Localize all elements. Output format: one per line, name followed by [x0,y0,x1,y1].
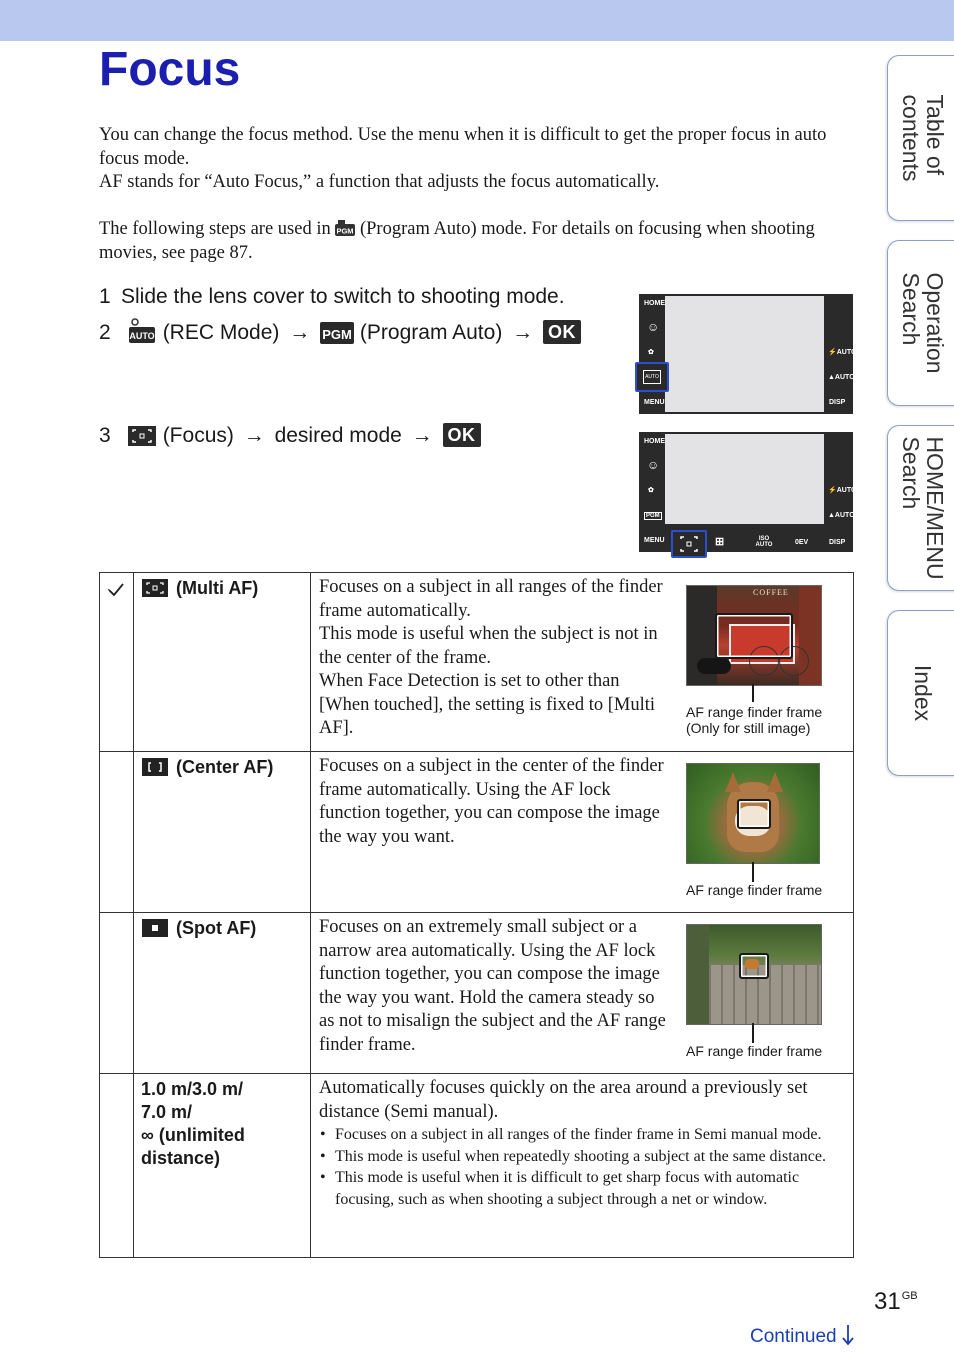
caption-leader-line [752,862,754,882]
af-range-finder-frame [739,953,769,979]
intro-paragraph-1: You can change the focus method. Use the menu when it is difficult to get the proper focus in auto focus mode. [99,125,827,169]
redeye-auto-icon: ▲AUTO [828,374,855,381]
spot-af-desc: Focuses on an extremely small subject or a narrow area automatically. Using the AF lock function together, you can compose the image the way you want. Hold the camera steady so as not to misalign the subject and the AF range finder frame. [319,917,666,1055]
semi-manual-desc: Automatically focuses quickly on the area around a previously set distance (Semi manual). [319,1078,808,1122]
multi-af-sample-photo [686,585,822,686]
disp-label: DISP [829,539,846,546]
menu-label: MENU [644,537,665,544]
spot-af-icon [142,919,168,937]
step-1-text: Slide the lens cover to switch to shooting mode. [121,285,565,308]
intro-note-start: The following steps are used in [99,219,336,239]
tab-operation-search[interactable]: Operation Search [887,240,954,406]
mode-name-cell [134,1074,311,1258]
list-item: • This mode is useful when repeatedly shooting a subject at the same distance. [319,1146,845,1168]
down-arrow-icon [842,1324,854,1346]
multi-af-desc-3: When Face Detection is set to other than [When touched], the setting is fixed to [Multi AF]. [319,671,656,738]
table-row [100,752,854,913]
intro-program-note [99,218,851,265]
semi-manual-label-line-2: 7.0 m/ [141,1102,193,1122]
arrow-icon: → [512,321,534,344]
svg-text:PGM: PGM [336,226,354,236]
focus-modes-table [99,572,854,1258]
multi-af-icon [142,579,168,597]
semi-manual-label-line-4: distance) [141,1148,221,1168]
table-row [100,1074,854,1258]
step-2: 2 AUTO (REC Mode) → PGM (Program Auto) → OK [99,318,581,351]
list-item: • Focuses on a subject in all ranges of the finder frame in Semi manual mode. [319,1124,845,1146]
svg-text:PGM: PGM [322,327,352,342]
mode-description-cell [311,1074,854,1258]
focus-icon [127,423,157,454]
caption-leader-line [752,1023,754,1043]
ev-label: 0EV [795,539,809,546]
coffee-sign-text: COFFEE [753,588,789,597]
smile-off-icon: ✿ [648,487,654,494]
tab-home-menu-search[interactable]: HOME/MENU Search [887,425,954,591]
focus-label: (Focus) [162,424,234,447]
rec-mode-icon [127,318,157,351]
camera-viewfinder [665,434,824,524]
multi-af-desc-1: Focuses on a subject in all ranges of the finder frame automatically. [319,577,663,621]
mode-name-cell [134,752,311,913]
camera-viewfinder [665,296,824,412]
multi-af-label: (Multi AF) [176,578,259,598]
mode-name-cell [134,573,311,752]
program-auto-icon [335,220,355,236]
face-icon: ☺ [647,320,660,334]
rec-mode-label: (REC Mode) [162,321,280,344]
svg-text:AUTO: AUTO [129,331,155,341]
tab-table-of-contents[interactable]: Table of contents [887,55,954,221]
arrow-icon: → [243,424,265,447]
spot-af-label: (Spot AF) [176,918,257,938]
disp-label: DISP [829,399,846,406]
home-label: HOME [644,438,665,445]
page-number: $31^{GB}$ [874,1288,918,1315]
step-3: 3 (Focus) → desired mode → OK [99,423,481,454]
focus-mode-highlight [671,530,707,558]
spot-af-sample-photo [686,924,822,1025]
rec-auto-icon: AUTO [643,370,661,384]
semi-manual-label-line-3: ∞ (unlimited [141,1125,245,1145]
center-af-caption: AF range finder frame [686,882,823,898]
flash-auto-icon: ⚡AUTO [828,349,857,356]
mode-description-cell [311,913,854,1074]
list-item: • This mode is useful when it is difficult to get sharp focus with automatic focusing, such as when shooting a subject through a net or window. [319,1167,845,1210]
home-label: HOME [644,300,665,307]
rec-mode-highlight [635,362,669,392]
camera-screen-rec-mode [639,294,857,414]
flash-auto-icon: ⚡AUTO [828,487,857,494]
continued-link[interactable]: Continued [750,1324,854,1348]
default-mark-cell [100,573,134,752]
tab-index[interactable]: Index [887,610,954,776]
center-af-icon [142,758,168,776]
ok-button-icon: OK [543,320,581,344]
multi-af-icon [673,532,705,556]
page-title: Focus [99,43,241,96]
spot-af-caption: AF range finder frame [686,1043,823,1059]
multi-af-desc-2: This mode is useful when the subject is not in the center of the frame. [319,624,658,668]
center-af-sample-photo [686,763,820,864]
af-range-finder-frame [715,613,793,659]
step-1: 1 Slide the lens cover to switch to shooting mode. [99,285,565,308]
center-af-desc: Focuses on a subject in the center of the finder frame automatically. Using the AF lock function together, you can compose the image the way you want. [319,756,664,847]
program-auto-label: (Program Auto) [359,321,503,344]
intro-paragraph-2: AF stands for “Auto Focus,” a function that adjusts the focus automatically. [99,172,660,192]
ok-button-icon: OK [443,423,481,447]
iso-auto-label: ISO AUTO [755,536,773,548]
smile-off-icon: ✿ [648,349,654,356]
center-af-label: (Center AF) [176,757,274,777]
desired-mode-label: desired mode [274,424,402,447]
face-icon: ☺ [647,458,660,472]
pgm-mode-icon: PGM [646,513,660,519]
mode-name-cell [134,913,311,1074]
intro-text [99,124,851,195]
mode-description-cell [311,752,854,913]
intro-note-end: (Program Auto) mode. For details on focusing when shooting movies, see page 87. [99,219,815,263]
mode-description-cell [311,573,854,752]
semi-manual-bullets [319,1124,845,1210]
program-auto-icon [320,320,354,351]
top-header-bar [0,0,954,41]
semi-manual-label-line-1: 1.0 m/3.0 m/ [141,1079,244,1099]
checkmark-icon [106,581,126,599]
multi-af-caption: AF range finder frame (Only for still image) [686,704,823,736]
table-row [100,913,854,1074]
metering-icon: ⊞ [715,536,725,548]
menu-label: MENU [644,399,665,406]
arrow-icon: → [411,424,433,447]
caption-leader-line [752,684,754,702]
arrow-icon: → [289,321,311,344]
table-row [100,573,854,752]
redeye-auto-icon: ▲AUTO [828,512,855,519]
af-range-finder-frame [737,799,771,829]
